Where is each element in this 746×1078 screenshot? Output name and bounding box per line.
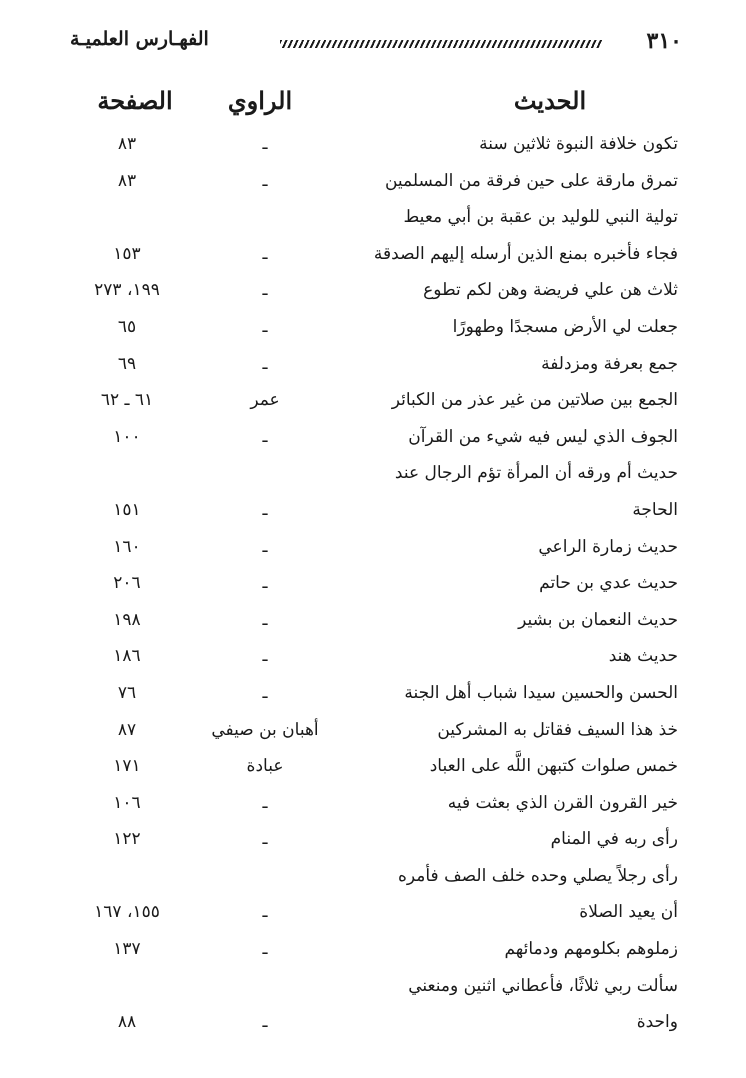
rawi-cell: ـ: [262, 939, 268, 960]
hadith-text: ثلاث هن علي فريضة وهن لكم تطوع: [423, 280, 678, 301]
hadith-text: زملوهم بكلومهم ودمائهم: [504, 939, 678, 960]
table-row: [0, 567, 746, 604]
hadith-text: تمرق مارقة على حين فرقة من المسلمين: [384, 170, 678, 191]
table-row: [0, 677, 746, 714]
table-row: [0, 604, 746, 641]
table-row: [0, 823, 746, 860]
hadith-text: تكون خلافة النبوة ثلاثين سنة: [479, 134, 678, 154]
hadith-text: فجاء فأخبره بمنع الذين أرسله إليهم الصدقة: [373, 243, 678, 264]
rawi-cell: ـ: [262, 280, 268, 301]
hadith-text: خير القرون القرن الذي بعثت فيه: [447, 792, 678, 813]
rawi-cell: ـ: [262, 682, 268, 703]
page-cell: ٨٣: [117, 134, 137, 154]
table-row: [0, 384, 746, 421]
hadith-text: حديث زمارة الراعي: [538, 536, 678, 557]
page-cell: ١٩٩، ٢٧٣: [94, 280, 160, 301]
hadith-text: أن يعيد الصلاة: [579, 902, 678, 923]
table-row: [0, 457, 746, 494]
rawi-cell: ـ: [262, 646, 268, 667]
rawi-cell: ـ: [262, 829, 268, 850]
page-header: [70, 28, 682, 62]
table-row: [0, 274, 746, 311]
rawi-cell: ـ: [262, 573, 268, 594]
rawi-cell: ـ: [262, 536, 268, 557]
table-row: [0, 1006, 746, 1043]
hadith-text: خمس صلوات كتبهن اللَّه على العباد: [429, 756, 678, 777]
rawi-cell: ـ: [262, 243, 268, 264]
rawi-cell: ـ: [262, 609, 268, 630]
page-cell: ٧٦: [117, 682, 137, 703]
page-cell: ٨٣: [117, 170, 137, 191]
hadith-text: الجوف الذي ليس فيه شيء من القرآن: [408, 426, 678, 447]
table-row: [0, 750, 746, 787]
column-header-rawi: الراوي: [227, 86, 293, 115]
rawi-cell: أهبان بن صيفي: [211, 719, 319, 740]
hadith-text: الجمع بين صلاتين من غير عذر من الكبائر: [391, 390, 678, 411]
table-row: [0, 640, 746, 677]
table-row: [0, 238, 746, 275]
page-cell: ١٩٨: [113, 609, 141, 630]
index-table: [0, 128, 746, 1043]
page-cell: ١٠٦: [113, 792, 141, 813]
page-cell: ٦٩: [117, 353, 137, 374]
table-row: [0, 896, 746, 933]
page-cell: ٨٧: [117, 719, 137, 740]
page-cell: ١٠٠: [113, 426, 141, 447]
table-row: [0, 531, 746, 568]
hadith-text: الحاجة: [632, 499, 678, 520]
column-header-page: الصفحة: [97, 86, 173, 115]
rawi-cell: ـ: [262, 426, 268, 447]
rawi-cell: ـ: [262, 170, 268, 191]
page-cell: ١٥١: [113, 499, 141, 520]
table-row: [0, 714, 746, 751]
hadith-text: واحدة: [636, 1012, 678, 1033]
table-row: [0, 311, 746, 348]
hadith-text: حديث أم ورقه أن المرأة تؤم الرجال عند: [394, 463, 678, 484]
column-header-hadith: الحديث: [513, 86, 587, 115]
hadith-text: رأى رجلاً يصلي وحده خلف الصف فأمره: [397, 865, 678, 886]
rawi-cell: ـ: [262, 353, 268, 374]
table-row: [0, 165, 746, 202]
hadith-text: رأى ربه في المنام: [550, 829, 678, 850]
hadith-text: تولية النبي للوليد بن عقبة بن أبي معيط: [403, 207, 678, 228]
hadith-text: خذ هذا السيف فقاتل به المشركين: [437, 719, 678, 740]
rawi-cell: ـ: [262, 134, 268, 154]
rawi-cell: عمر: [250, 390, 280, 411]
page-cell: ١٨٦: [113, 646, 141, 667]
page-cell: ١٦٠: [113, 536, 141, 557]
page-cell: ١٥٥، ١٦٧: [94, 902, 160, 923]
table-row: [0, 201, 746, 238]
table-row: [0, 348, 746, 385]
rawi-cell: ـ: [262, 316, 268, 337]
header-rule: [280, 40, 602, 48]
hadith-text: حديث عدي بن حاتم: [539, 573, 678, 594]
section-title: الفهـارس العلميـة: [70, 28, 209, 50]
page-cell: ١٢٢: [113, 829, 141, 850]
page-cell: ٢٠٦: [113, 573, 141, 594]
rawi-cell: ـ: [262, 499, 268, 520]
page-number: ٣١٠: [646, 28, 682, 54]
table-row: [0, 860, 746, 897]
rawi-cell: ـ: [262, 902, 268, 923]
page-cell: ٦١ ـ ٦٢: [100, 390, 154, 411]
hadith-text: سألت ربي ثلاثًا، فأعطاني اثنين ومنعني: [408, 975, 678, 996]
rawi-cell: ـ: [262, 792, 268, 813]
page-cell: ١٥٣: [113, 243, 141, 264]
table-row: [0, 970, 746, 1007]
hadith-text: الحسن والحسين سيدا شباب أهل الجنة: [404, 682, 678, 703]
rawi-cell: ـ: [262, 1012, 268, 1033]
table-row: [0, 494, 746, 531]
page-cell: ٨٨: [117, 1012, 137, 1033]
table-row: [0, 787, 746, 824]
hadith-text: حديث النعمان بن بشير: [518, 609, 678, 630]
page-cell: ٦٥: [117, 316, 137, 337]
hadith-text: حديث هند: [608, 646, 678, 667]
table-row: [0, 933, 746, 970]
rawi-cell: عبادة: [246, 756, 284, 777]
table-row: [0, 421, 746, 458]
table-row: [0, 128, 746, 165]
hadith-text: جمع بعرفة ومزدلفة: [541, 353, 678, 374]
page-cell: ١٧١: [113, 756, 141, 777]
hadith-text: جعلت لي الأرض مسجدًا وطهورًا: [452, 316, 678, 337]
page-cell: ١٣٧: [113, 939, 141, 960]
